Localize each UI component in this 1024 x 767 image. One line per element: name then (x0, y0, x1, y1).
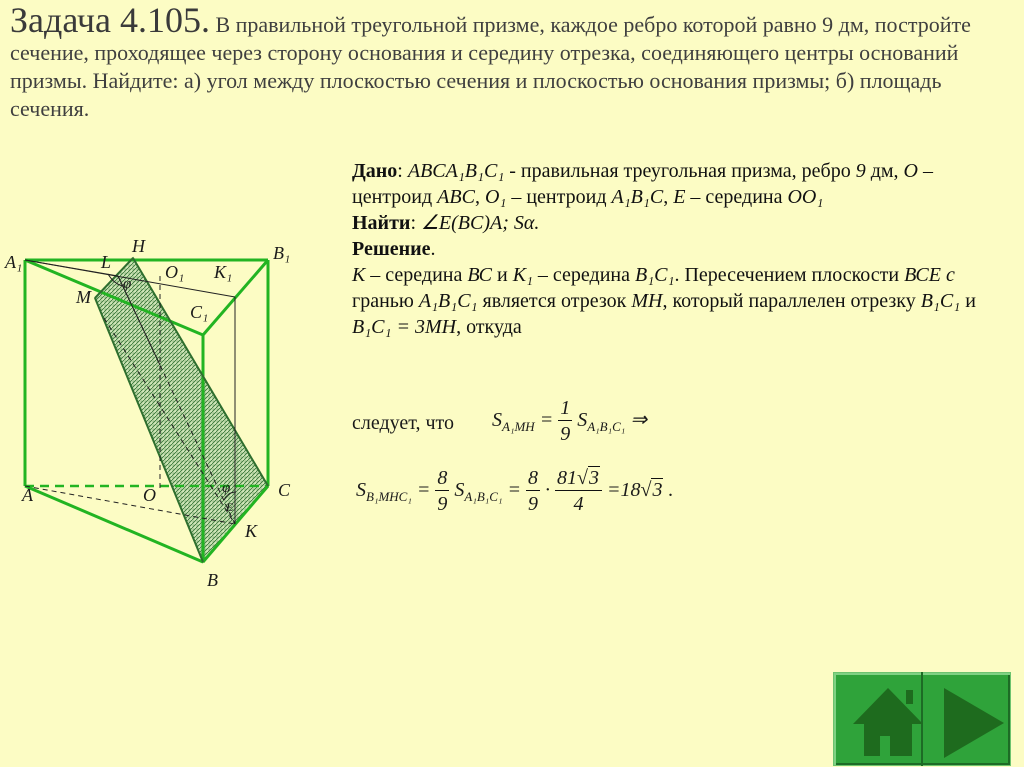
label-m: M (76, 287, 91, 307)
label-h: H (132, 236, 145, 256)
label-phi-bottom: φ (222, 480, 231, 496)
label-b: B (207, 570, 218, 590)
given-paragraph: Дано: ABCA₁B₁C₁ - правильная треугольная призма, ребро 9 дм, O – центроид ABC, O₁ – центроид A₁B₁C, E – середина OO₁ (352, 160, 933, 208)
find-paragraph: Найти: ∠E(BC)A; Sα. (352, 212, 540, 234)
solution-paragraph: Решение. К – середина ВС и К₁ – середина В₁С₁. Пересечением плоскости ВСЕ с гранью А₁В₁С₁ является отрезок МН, который параллелен отрезку В₁С₁ и В₁С₁ = 3МН, откуда (352, 238, 976, 338)
solution-label: Решение (352, 238, 431, 260)
label-e: E (226, 500, 234, 514)
label-phi-top: φ (123, 276, 132, 292)
label-o: O (143, 485, 156, 505)
problem-text: В правильной треугольной призме, каждое ребро которой равно 9 дм, постройте сечение, проходящее через сторону основания и середину отрезка, соединяющего центры оснований призмы. Найдите: а) угол между плоскостью сечения и плоскостью основания призмы; б) площадь сечения. (10, 12, 971, 121)
label-a1: A₁ (5, 252, 23, 272)
formula-area-a1mh: $S_{A_1MH}$ = $\frac{1}{9}$ $S_{A_1B_1C_1}$ ⇒ (492, 397, 648, 445)
follows-text: следует, что (352, 412, 455, 434)
label-o1: O₁ (165, 262, 185, 282)
label-a: A (22, 485, 33, 505)
label-l: L (101, 252, 112, 272)
solution-text (352, 158, 1002, 340)
label-k: K (245, 521, 258, 541)
given-label: Дано (352, 160, 398, 182)
label-k1: K₁ (214, 262, 233, 282)
formula-area-section: $S_{B_1MHC_1}$ = $\frac{8}{9}$ $S_{A_1B_1C_1}$ = $\frac{8}{9}$ · $\frac{81√3}{4}$ =18√3 . (356, 467, 674, 515)
navigation-separator (921, 672, 923, 766)
label-c: C (278, 480, 291, 500)
find-label: Найти (352, 212, 411, 234)
problem-number: Задача 4.105. (10, 0, 210, 40)
label-b1: B₁ (273, 243, 291, 263)
label-c1: C₁ (190, 302, 209, 322)
